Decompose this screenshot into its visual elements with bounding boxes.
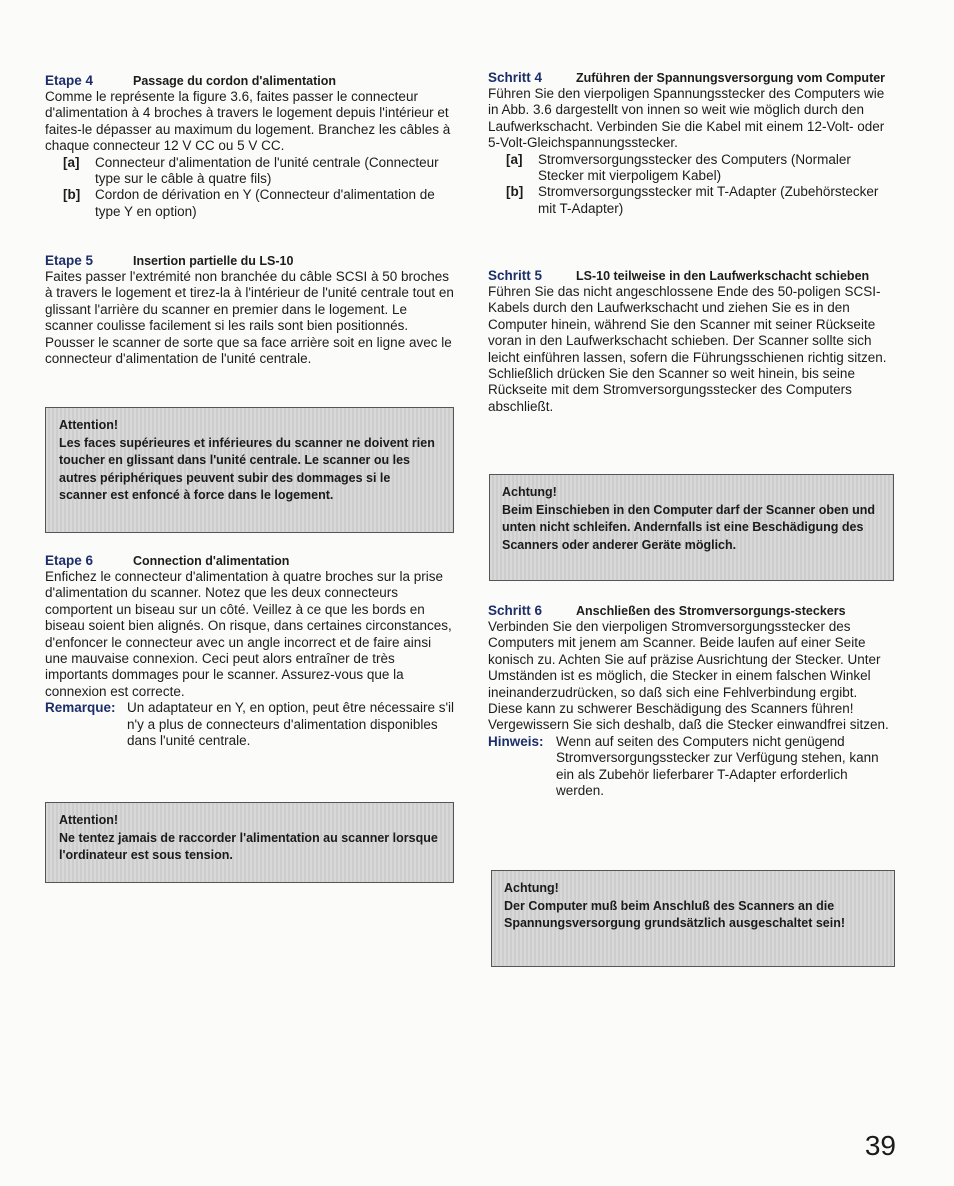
note — [488, 734, 894, 800]
warning-box — [491, 870, 895, 967]
note-text: Un adaptateur en Y, en option, peut être nécessaire s'il n'y a plus de connecteurs d'alimentation disponibles dans l'unité centrale. — [127, 700, 455, 749]
note-text: Wenn auf seiten des Computers nicht genügend Stromversorgungsstecker zur Verfügung stehen, kann ein als Zubehör lieferbarer T-Adapter erforderlich werden. — [556, 733, 879, 799]
item-key: [a] — [63, 154, 80, 170]
step-label: Schritt 6 — [488, 603, 543, 618]
list-item — [488, 152, 894, 185]
warning-label: Achtung! — [502, 485, 557, 499]
list-item — [45, 187, 455, 220]
note-label: Remarque: — [45, 700, 116, 716]
step-body: Führen Sie das nicht angeschlossene Ende des 50-poligen SCSI-Kabels durch den Laufwerkschacht und ziehen Sie es in den Computer hinein, während Sie den Scanner mit seiner Rückseite voran in den Laufwerkschacht schieben. Der Scanner sollte sich leicht einführen lassen, sofern die Führungsschienen richtig sitzen. Schließlich drücken Sie den Scanner so weit hinein, bis seine Rückseite mit dem Stromversorgungsstecker des Computers abschließt. — [488, 284, 887, 414]
step-label: Etape 4 — [45, 73, 94, 88]
step-heading — [45, 553, 455, 569]
step-label: Schritt 5 — [488, 268, 543, 283]
step-heading — [45, 73, 455, 89]
step-body: Verbinden Sie den vierpoligen Stromversorgungsstecker des Computers mit jenem am Scanner. Beide laufen auf einer Seite konisch zu. Achten Sie auf präzise Ausrichtung der Stecker. Unter Umständen ist es möglich, die Stecker in einem falschen Winkel ineinanderzudrücken, so daß sich eine Fehlverbindung ergibt. Diese kann zu schwerer Beschädigung des Scanners führen! Vergewissern Sie sich deshalb, daß die Stecker einwandfrei sitzen. — [488, 619, 889, 733]
step-title: Connection d'alimentation — [133, 554, 290, 568]
step-body: Führen Sie den vierpoligen Spannungsstecker des Computers wie in Abb. 3.6 dargestellt von innen so weit wie möglich durch den Laufwerkschacht. Verbinden Sie die Kabel mit einem 12-Volt- oder 5-Volt-Gleichspannungsstecker. — [488, 86, 885, 151]
warning-label: Achtung! — [504, 881, 559, 895]
step-title: Insertion partielle du LS-10 — [133, 254, 294, 268]
warning-label: Attention! — [59, 418, 119, 432]
item-text: Cordon de dérivation en Y (Connecteur d'alimentation de type Y en option) — [95, 187, 435, 219]
list-item — [488, 184, 894, 217]
step-title: LS-10 teilweise in den Laufwerkschacht schieben — [576, 269, 870, 283]
step-heading — [488, 268, 894, 284]
step-6-section-fr — [45, 553, 455, 749]
warning-box — [45, 407, 454, 533]
step-heading — [488, 70, 894, 86]
warning-box — [45, 802, 454, 883]
page-number: 39 — [864, 1130, 896, 1161]
step-body: Faites passer l'extrémité non branchée du câble SCSI à 50 broches à travers le logement et tirez-la à l'intérieur de l'unité centrale tout en glissant l'arrière du scanner en premier dans le logement. Le scanner coulisse facilement si les rails sont bien positionnés. Pousser le scanner de sorte que sa face arrière soit en ligne avec le connecteur d'alimentation de l'unité centrale. — [45, 269, 454, 367]
note-label: Hinweis: — [488, 733, 544, 749]
step-heading — [488, 603, 894, 619]
step-4-section-de — [488, 70, 894, 217]
item-text: Connecteur d'alimentation de l'unité centrale (Connecteur type sur le câble à quatre fils) — [95, 154, 439, 187]
step-label: Schritt 4 — [488, 70, 543, 85]
step-5-section-fr — [45, 253, 455, 367]
item-key: [b] — [506, 184, 524, 200]
list-item — [45, 155, 455, 188]
item-key: [a] — [506, 151, 523, 167]
step-title: Passage du cordon d'alimentation — [133, 74, 337, 88]
item-text: Stromversorgungsstecker mit T-Adapter (Zubehörstecker mit T-Adapter) — [538, 184, 879, 216]
item-key: [b] — [63, 187, 81, 203]
step-label: Etape 5 — [45, 253, 94, 268]
item-text: Stromversorgungsstecker des Computers (Normaler Stecker mit vierpoligem Kabel) — [538, 151, 851, 184]
step-heading — [45, 253, 455, 269]
step-title: Zuführen der Spannungsversorgung vom Computer — [576, 71, 886, 85]
warning-text: Les faces supérieures et inférieures du scanner ne doivent rien toucher en glissant dans l'unité centrale. Le scanner ou les autres périphériques peuvent subir des dommages si le scanner est enfoncé à force dans le logement. — [59, 435, 435, 503]
warning-label: Attention! — [59, 813, 119, 827]
step-title: Anschließen des Stromversorgungs-steckers — [576, 604, 846, 618]
step-4-section-fr — [45, 73, 455, 220]
step-body: Enfichez le connecteur d'alimentation à quatre broches sur la prise d'alimentation du scanner. Notez que les deux connecteurs comportent un biseau sur un côté. Veillez à ce que les bords en biseau soient bien alignés. On risque, dans certaines circonstances, d'enfoncer le connecteur avec un angle incorrect et de faire ainsi une mauvaise connexion. Ceci peut alors entraîner de très importants dommages pour le scanner. Assurez-vous que la connexion est correcte. — [45, 569, 452, 699]
step-body: Comme le représente la figure 3.6, faites passer le connecteur d'alimentation à 4 broches à travers le logement depuis l'intérieur et faites-le dépasser au maximum du logement. Branchez les câbles à chaque connecteur 12 V CC ou 5 V CC. — [45, 89, 451, 154]
note — [45, 700, 455, 749]
warning-text: Beim Einschieben in den Computer darf der Scanner oben und unten nicht schleifen. Andernfalls ist eine Beschädigung des Scanners oder anderer Geräte möglich. — [502, 502, 875, 552]
step-5-section-de — [488, 268, 894, 415]
warning-text: Der Computer muß beim Anschluß des Scanners an die Spannungsversorgung grundsätzlich ausgeschaltet sein! — [504, 898, 846, 931]
warning-text: Ne tentez jamais de raccorder l'alimentation au scanner lorsque l'ordinateur est sous tension. — [59, 830, 438, 863]
step-6-section-de — [488, 603, 894, 799]
step-label: Etape 6 — [45, 553, 94, 568]
warning-box — [489, 474, 894, 581]
